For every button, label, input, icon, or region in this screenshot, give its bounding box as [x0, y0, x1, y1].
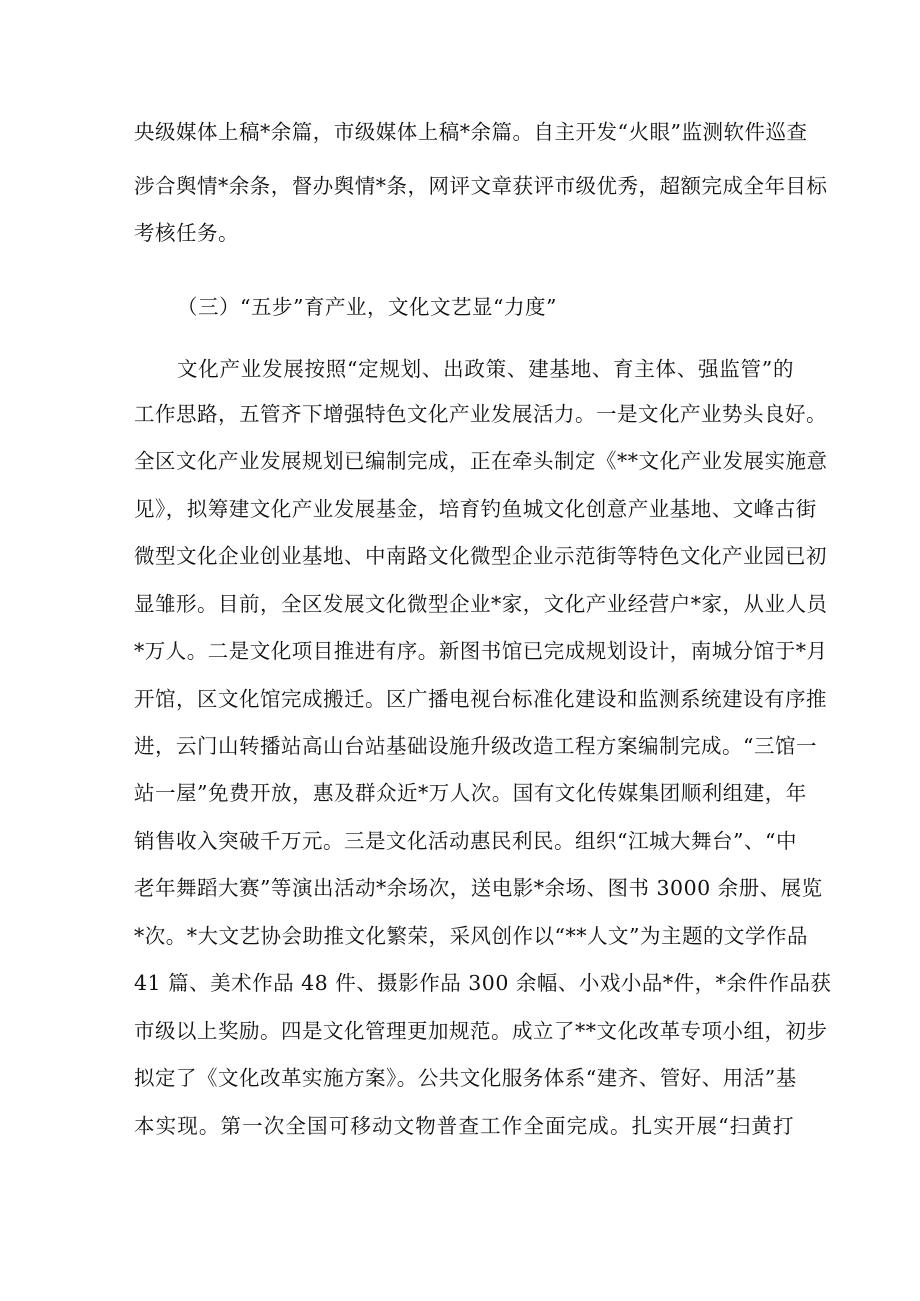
- paragraph-line: 本实现。第一次全国可移动文物普查工作全面完成。扎实开展“扫黄打: [134, 1114, 794, 1138]
- paragraph-line: 见》，拟筹建文化产业发展基金，培育钓鱼城文化创意产业基地、文峰古街: [134, 497, 817, 521]
- paragraph-line: 微型文化企业创业基地、中南路文化微型企业示范街等特色文化产业园已初: [134, 544, 827, 568]
- paragraph-line: 涉合舆情*余条，督办舆情*条，网评文章获评市级优秀，超额完成全年目标: [134, 174, 828, 198]
- paragraph-line: 全区文化产业发展规划已编制完成，正在牵头制定《**文化产业发展实施意: [134, 449, 828, 473]
- paragraph-line: 老年舞蹈大赛”等演出活动*余场次，送电影*余场、图书 3000 余册、展览: [134, 876, 823, 900]
- paragraph-line: 拟定了《文化改革实施方案》。公共文化服务体系“建齐、管好、用活”基: [134, 1066, 797, 1090]
- paragraph-line: *次。*大文艺协会助推文化繁荣，采风创作以“**人文”为主题的文学作品: [134, 924, 808, 948]
- paragraph-line: 开馆，区文化馆完成搬迁。区广播电视台标准化建设和监测系统建设有序推: [134, 687, 827, 711]
- paragraph-line: 央级媒体上稿*余篇，市级媒体上稿*余篇。自主开发“火眼”监测软件巡查: [134, 120, 808, 144]
- paragraph-line: *万人。二是文化项目推进有序。新图书馆已完成规划设计，南城分馆于*月: [134, 639, 828, 663]
- section-heading: （三）“五步”育产业，文化文艺显“力度”: [177, 295, 557, 319]
- paragraph-line: 销售收入突破千万元。三是文化活动惠民利民。组织“江城大舞台”、“中: [134, 829, 797, 853]
- paragraph-line: 站一屋”免费开放，惠及群众近*万人次。国有文化传媒集团顺利组建，年: [134, 781, 807, 805]
- paragraph-line: 市级以上奖励。四是文化管理更加规范。成立了**文化改革专项小组，初步: [134, 1019, 828, 1043]
- paragraph-line: 工作思路，五管齐下增强特色文化产业发展活力。一是文化产业势头良好。: [134, 402, 827, 426]
- paragraph-line: 41 篇、美术作品 48 件、摄影作品 300 余幅、小戏小品*件，*余件作品获: [134, 971, 832, 995]
- paragraph-line: 文化产业发展按照“定规划、出政策、建基地、育主体、强监管”的: [177, 357, 794, 381]
- paragraph-line: 进，云门山转播站高山台站基础设施升级改造工程方案编制完成。“三馆一: [134, 734, 817, 758]
- paragraph-line: 考核任务。: [134, 221, 239, 245]
- paragraph-line: 显雏形。目前，全区发展文化微型企业*家，文化产业经营户*家，从业人员: [134, 592, 828, 616]
